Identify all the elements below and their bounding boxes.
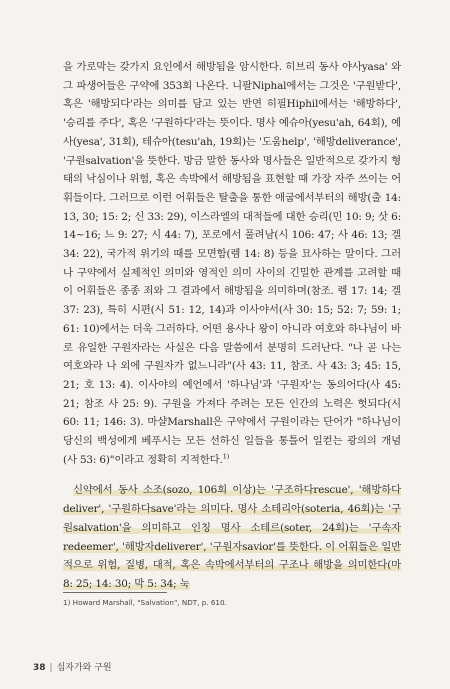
footnote-divider [63,592,167,593]
paragraph [63,58,401,469]
body-text [63,58,401,594]
page-number: 38 [33,663,46,673]
paragraph [63,481,401,593]
running-title: 십자가와 구원 [56,663,112,673]
paragraph-text: 신약에서 동사 소조(sozo, 106회 이상)는 '구조하다rescue', '해방하다deliver', '구원하다save'라는 의미다. 명사 소테리아(soteria, 46회)는 '구원salvation'을 의미하고 인칭 명사 소테르(soter, 24회)는 '구속자redeemer', '해방자deliverer', '구원자savior'를 뜻한다. 이 어휘들은 일반적으로 위험, 질병, 대적, 혹은 속박에서부터의 구조나 해방을 의미한다(마 8: 25; 14: 30; 막 5: 34; 눅 [63,484,401,590]
paragraph-text: 을 가로막는 갖가지 요인에서 해방됨을 암시한다. 히브리 동사 야사yasa' 와 그 파생어들은 구약에 353회 나온다. 니팔Niphal에서는 그것은 '구원받다', 혹은 '해방되다'라는 의미를 담고 있는 반면 히필Hiphil에서는 '해방하다', '승리를 주다', 혹은 '구원하다'라는 뜻이다. 명사 예슈아(yesu'ah, 64회), 예사(yesa', 31회), 테슈아(tesu'ah, 19회)는 '도움help', '해방deliverance', '구원salvation'을 뜻한다. 방금 말한 동사와 명사들은 일반적으로 갖가지 형태의 낙심이나 위험, 혹은 속박에서 해방됨을 표현할 때 가장 자주 쓰이는 어휘들이다. 그러므로 이런 어휘들은 탈출을 통한 애굽에서부터의 해방(출 14: 13, 30; 15: 2; 신 33: 29), 이스라엘의 대적들에 대한 승리(민 10: 9; 삿 6: 14~16; 느 9: 27; 시 44: 7), 포로에서 풀려남(시 106: 47; 사 46: 13; 겔 34: 22), 국가적 위기의 때를 모면함(렘 14: 8) 등을 묘사하는 말이다. 그러나 구약에서 실제적인 의미와 영적인 의미 사이의 긴밀한 관계를 고려할 때 이 어휘들은 종종 죄와 그 결과에서 해방됨을 의미하며(참조. 렘 17: 14; 겔 37: 23), 특히 시편(시 51: 12, 14)과 이사야서(사 30: 15; 52: 7; 59: 1; 61: 10)에서는 더욱 그러하다. 어떤 용사나 왕이 아니라 여호와 하나님이 바로 유일한 구원자라는 사실은 다음 말씀에서 분명히 드러난다. "나 곧 나는 여호와라 나 외에 구원자가 없느니라"(사 43: 11, 참조. 사 43: 3; 45: 15, 21; 호 13: 4). 이사야의 예언에서 '하나님'과 '구원자'는 동의어다(사 45: 21; 참조 사 25: 9). 구원을 가져다 주려는 모든 인간의 노력은 헛되다(시 60: 11; 146: 3). 마샬Marshall은 구약에서 구원이라는 단어가 "하나님이 당신의 백성에게 베푸시는 모든 선하신 일들을 통틀어 일컫는 광의의 개념(사 53: 6)"이라고 정확히 지적한다. [63,61,401,466]
footer-separator: | [49,663,53,673]
footnote-marker: 1) [222,452,230,461]
page-footer [33,660,112,673]
footnote: 1) Howard Marshall, "Salvation", NDT, p. 610. [63,598,227,607]
